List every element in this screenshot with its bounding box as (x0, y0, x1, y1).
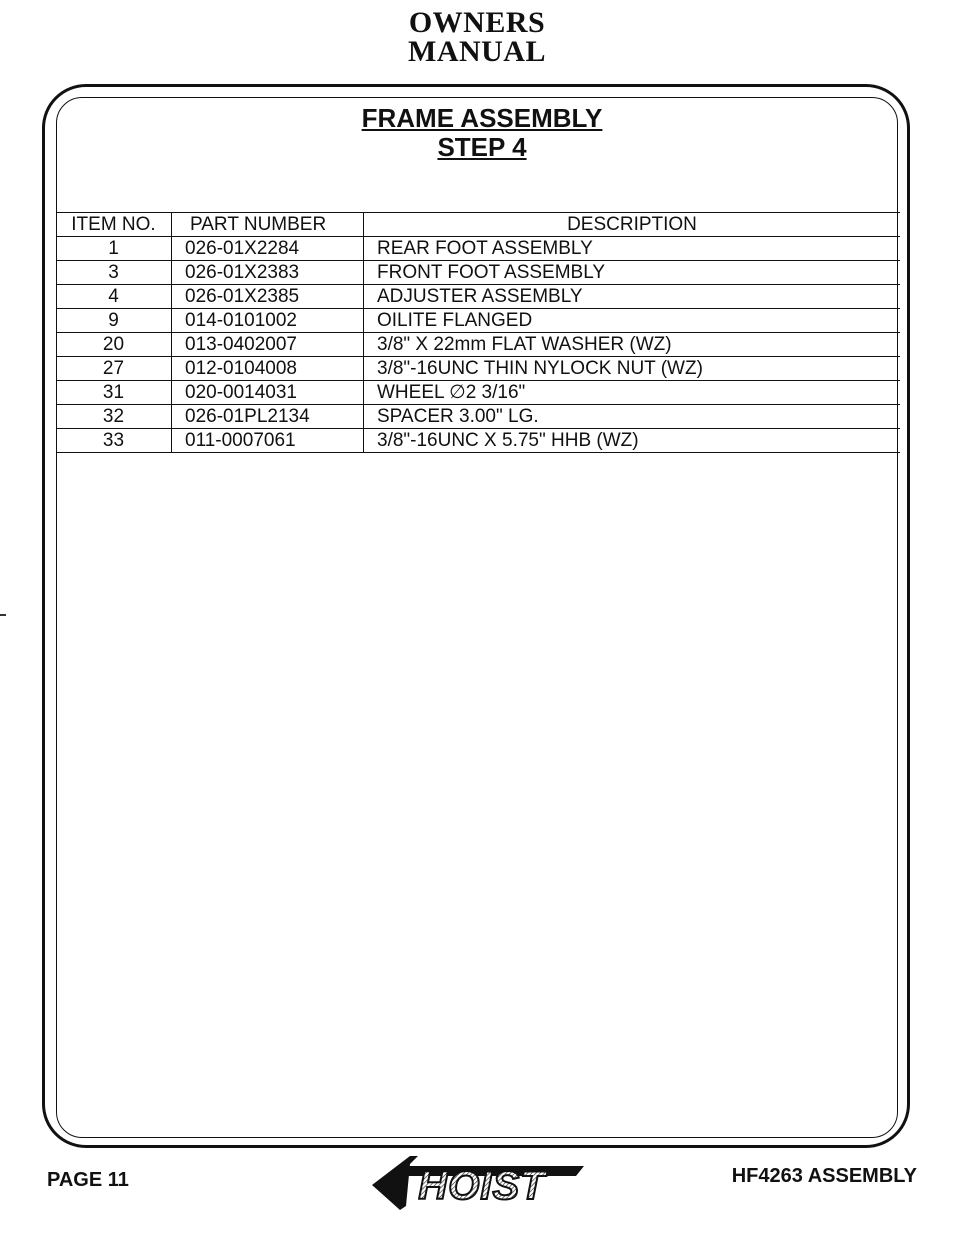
item-no: 1 (56, 237, 172, 261)
description: OILITE FLANGED (364, 309, 901, 333)
part-number: 013-0402007 (172, 333, 364, 357)
table-row (56, 381, 900, 405)
description: FRONT FOOT ASSEMBLY (364, 261, 901, 285)
description: REAR FOOT ASSEMBLY (364, 237, 901, 261)
item-no: 32 (56, 405, 172, 429)
header-part-number: PART NUMBER (172, 213, 364, 237)
table-row (56, 429, 900, 453)
table-row (56, 285, 900, 309)
item-no: 9 (56, 309, 172, 333)
description: ADJUSTER ASSEMBLY (364, 285, 901, 309)
section-heading (56, 104, 908, 162)
header-description: DESCRIPTION (364, 213, 901, 237)
hoist-logo (370, 1152, 588, 1212)
item-no: 3 (56, 261, 172, 285)
logo-text: HOIST (418, 1164, 546, 1208)
section-title: FRAME ASSEMBLY (361, 103, 603, 133)
description: 3/8"-16UNC X 5.75" HHB (WZ) (364, 429, 901, 453)
item-no: 33 (56, 429, 172, 453)
model-label: HF4263 ASSEMBLY (731, 1165, 917, 1187)
part-number: 026-01X2385 (172, 285, 364, 309)
part-number: 026-01PL2134 (172, 405, 364, 429)
item-no: 31 (56, 381, 172, 405)
logo-swoosh-icon (372, 1156, 418, 1210)
parts-table (56, 212, 900, 453)
description: 3/8" X 22mm FLAT WASHER (WZ) (364, 333, 901, 357)
table-row (56, 261, 900, 285)
header-item-no: ITEM NO. (56, 213, 172, 237)
margin-mark (0, 614, 6, 616)
description: SPACER 3.00" LG. (364, 405, 901, 429)
table-row (56, 309, 900, 333)
table-row (56, 357, 900, 381)
part-number: 011-0007061 (172, 429, 364, 453)
section-subtitle: STEP 4 (437, 132, 527, 162)
part-number: 026-01X2284 (172, 237, 364, 261)
manual-title-line1: OWNERS (408, 6, 546, 39)
description: WHEEL ∅2 3/16" (364, 381, 901, 405)
manual-title-line2: MANUAL (408, 35, 546, 68)
table-row (56, 237, 900, 261)
table-row (56, 333, 900, 357)
part-number: 014-0101002 (172, 309, 364, 333)
manual-title (0, 8, 954, 66)
part-number: 020-0014031 (172, 381, 364, 405)
item-no: 4 (56, 285, 172, 309)
item-no: 27 (56, 357, 172, 381)
description: 3/8"-16UNC THIN NYLOCK NUT (WZ) (364, 357, 901, 381)
table-header-row (56, 213, 900, 237)
item-no: 20 (56, 333, 172, 357)
page-number: PAGE 11 (47, 1169, 129, 1191)
part-number: 026-01X2383 (172, 261, 364, 285)
part-number: 012-0104008 (172, 357, 364, 381)
table-row (56, 405, 900, 429)
